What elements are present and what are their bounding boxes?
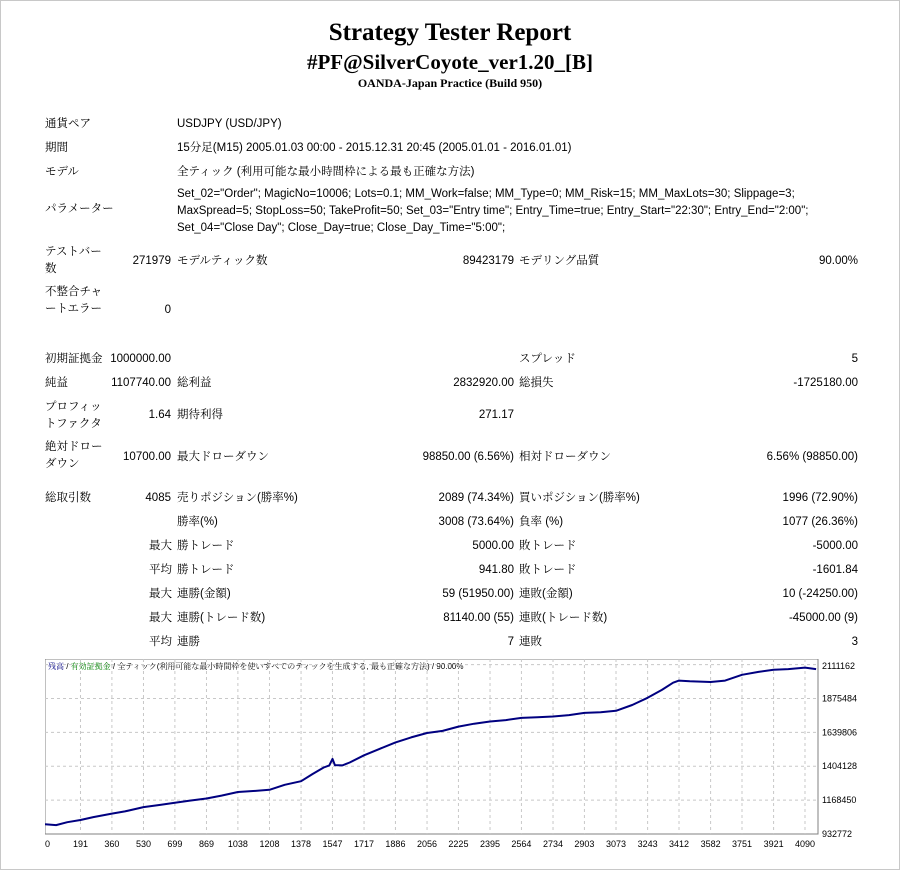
net-label: 純益 xyxy=(45,377,68,389)
x-tick-label: 1717 xyxy=(354,839,375,849)
x-tick-label: 2564 xyxy=(511,839,532,849)
rel-dd-value: 6.56% (98850.00) xyxy=(766,451,858,463)
loss-pct-value: 1077 (26.36%) xyxy=(782,516,858,528)
loss-pct-label: 負率 (%) xyxy=(519,516,564,528)
abs-dd-value: 10700.00 xyxy=(123,451,171,463)
params-value: Set_02="Order"; MagicNo=10006; Lots=0.1; MM_Work=false; MM_Type=0; MM_Risk=15; MM_MaxLots=30; Slippage=3; MaxSpread=5; StopLoss=50; TakeProfit=50; Set_03="Entry time"; Entry_Time=true; Entry_Start="22:30"; Entry_End="2:00"; Set_04="Close Day"; Close_Day=true; Close_Day_Time="5:00"; xyxy=(177,188,809,234)
ea-name: #PF@SilverCoyote_ver1.20_[B] xyxy=(306,50,594,74)
period-value: 15分足(M15) 2005.01.03 00:00 - 2015.12.31 20:45 (2005.01.01 - 2016.01.01) xyxy=(177,142,572,154)
avg-consec-loss-label: 連敗 xyxy=(519,636,542,648)
max-label-2: 最大 xyxy=(149,588,172,600)
params-label: パラメーター xyxy=(45,203,114,215)
report-title: Strategy Tester Report xyxy=(328,19,572,46)
payoff-label: 期待利得 xyxy=(177,409,223,421)
period-label: 期間 xyxy=(45,142,68,154)
bars-value: 271979 xyxy=(132,255,171,267)
x-tick-label: 3751 xyxy=(731,839,753,849)
win-pct-label: 勝率(%) xyxy=(177,516,218,528)
x-tick-label: 1547 xyxy=(322,839,343,849)
x-tick-label: 530 xyxy=(135,839,151,849)
x-tick-label: 3243 xyxy=(637,839,658,849)
largest-loss-value: -5000.00 xyxy=(812,540,858,552)
mismatch-value: 0 xyxy=(164,304,171,316)
model-label: モデル xyxy=(45,166,79,178)
largest-win-value: 5000.00 xyxy=(472,540,514,552)
legend-sep: / xyxy=(64,662,71,671)
consec-loss-money-value: 10 (-24250.00) xyxy=(782,588,858,600)
y-axis-ticks xyxy=(822,661,857,839)
x-tick-label: 360 xyxy=(104,839,120,849)
pf-label: プロフィットファクタ xyxy=(45,401,102,430)
legend-rest: / 全ティック(利用可能な最小時間枠を使いすべてのティックを生成する, 最も正確な方法) / 90.00% xyxy=(110,662,464,671)
short-label: 売りポジション(勝率%) xyxy=(177,492,298,504)
x-tick-label: 3582 xyxy=(700,839,721,849)
x-tick-label: 3073 xyxy=(606,839,627,849)
consec-win-trades-value: 81140.00 (55) xyxy=(443,612,514,624)
model-value: 全ティック (利用可能な最小時間枠による最も正確な方法) xyxy=(177,166,475,178)
payoff-value: 271.17 xyxy=(478,409,514,421)
gross-loss-label: 総損失 xyxy=(519,377,554,389)
legend-balance: 残高 xyxy=(48,662,64,671)
x-tick-label: 1208 xyxy=(259,839,280,849)
symbol-value: USDJPY (USD/JPY) xyxy=(177,118,282,130)
consec-win-money-label: 連勝(金額) xyxy=(177,588,231,600)
y-tick-label: 932772 xyxy=(822,829,853,839)
avg-win-label: 勝トレード xyxy=(177,564,235,576)
y-tick-label: 2111162 xyxy=(822,661,856,671)
balance-chart-svg xyxy=(45,659,858,851)
long-label: 買いポジション(勝率%) xyxy=(519,492,640,504)
bars-label: テストバー数 xyxy=(45,246,102,275)
deposit-label: 初期証拠金 xyxy=(45,353,103,365)
consec-loss-trades-label: 連敗(トレード数) xyxy=(519,612,608,624)
quality-label: モデリング品質 xyxy=(519,255,600,267)
consec-win-trades-label: 連勝(トレード数) xyxy=(177,612,266,624)
ticks-value: 89423179 xyxy=(462,255,514,267)
x-tick-label: 1378 xyxy=(291,839,312,849)
x-tick-label: 1038 xyxy=(227,839,248,849)
gross-profit-value: 2832920.00 xyxy=(453,377,514,389)
consec-loss-trades-value: -45000.00 (9) xyxy=(788,612,858,624)
y-tick-label: 1168450 xyxy=(822,795,857,806)
avg-consec-win-value: 7 xyxy=(507,636,514,648)
x-tick-label: 2225 xyxy=(448,839,469,849)
gross-profit-label: 総利益 xyxy=(177,377,212,389)
long-value: 1996 (72.90%) xyxy=(782,492,858,504)
x-tick-label: 699 xyxy=(167,839,183,849)
x-tick-label: 2056 xyxy=(417,839,438,849)
x-tick-label: 3412 xyxy=(668,839,690,849)
x-tick-label: 2395 xyxy=(480,839,501,849)
quality-value: 90.00% xyxy=(818,255,858,267)
avg-win-value: 941.80 xyxy=(478,564,514,576)
x-tick-label: 0 xyxy=(45,839,51,849)
win-pct-value: 3008 (73.64%) xyxy=(438,516,514,528)
consec-win-money-value: 59 (51950.00) xyxy=(442,588,514,600)
server-name: OANDA-Japan Practice (Build 950) xyxy=(357,76,543,90)
largest-win-label: 勝トレード xyxy=(177,540,235,552)
x-tick-label: 3921 xyxy=(763,839,784,849)
y-tick-label: 1404128 xyxy=(822,761,858,772)
y-tick-label: 1639806 xyxy=(822,727,858,738)
max-dd-label: 最大ドローダウン xyxy=(177,451,269,463)
avg-consec-loss-value: 3 xyxy=(851,636,858,648)
max-label-3: 最大 xyxy=(149,612,172,624)
trades-value: 4085 xyxy=(145,492,171,504)
x-tick-label: 869 xyxy=(198,839,214,849)
pf-value: 1.64 xyxy=(148,409,171,421)
avg-loss-value: -1601.84 xyxy=(812,564,858,576)
ticks-label: モデルティック数 xyxy=(177,255,268,267)
balance-chart xyxy=(45,659,858,851)
x-tick-label: 4090 xyxy=(794,839,816,849)
legend-equity: 有効証拠金 xyxy=(70,662,111,671)
spread-value: 5 xyxy=(851,353,858,365)
avg-label-2: 平均 xyxy=(149,636,172,648)
x-tick-label: 2734 xyxy=(543,839,564,849)
largest-loss-label: 敗トレード xyxy=(519,540,577,552)
net-value: 1107740.00 xyxy=(111,377,171,389)
x-axis-ticks xyxy=(45,839,815,849)
avg-label-1: 平均 xyxy=(149,564,172,576)
max-label-1: 最大 xyxy=(149,540,172,552)
short-value: 2089 (74.34%) xyxy=(438,492,514,504)
symbol-label: 通貨ペア xyxy=(45,118,91,130)
x-tick-label: 191 xyxy=(72,839,89,849)
abs-dd-label: 絶対ドローダウン xyxy=(45,441,103,470)
trades-label: 総取引数 xyxy=(45,492,91,504)
rel-dd-label: 相対ドローダウン xyxy=(519,451,611,463)
y-tick-label: 1875484 xyxy=(822,693,858,704)
deposit-value: 1000000.00 xyxy=(110,353,171,365)
x-tick-label: 1886 xyxy=(385,839,406,849)
avg-consec-win-label: 連勝 xyxy=(177,636,200,648)
consec-loss-money-label: 連敗(金額) xyxy=(519,588,573,600)
gross-loss-value: -1725180.00 xyxy=(793,377,858,389)
x-tick-label: 2903 xyxy=(574,839,595,849)
chart-legend xyxy=(48,661,463,671)
spread-label: スプレッド xyxy=(519,353,576,365)
avg-loss-label: 敗トレード xyxy=(519,564,577,576)
plot-frame xyxy=(45,659,818,834)
max-dd-value: 98850.00 (6.56%) xyxy=(422,451,514,463)
mismatch-label: 不整合チャートエラー xyxy=(45,286,103,315)
